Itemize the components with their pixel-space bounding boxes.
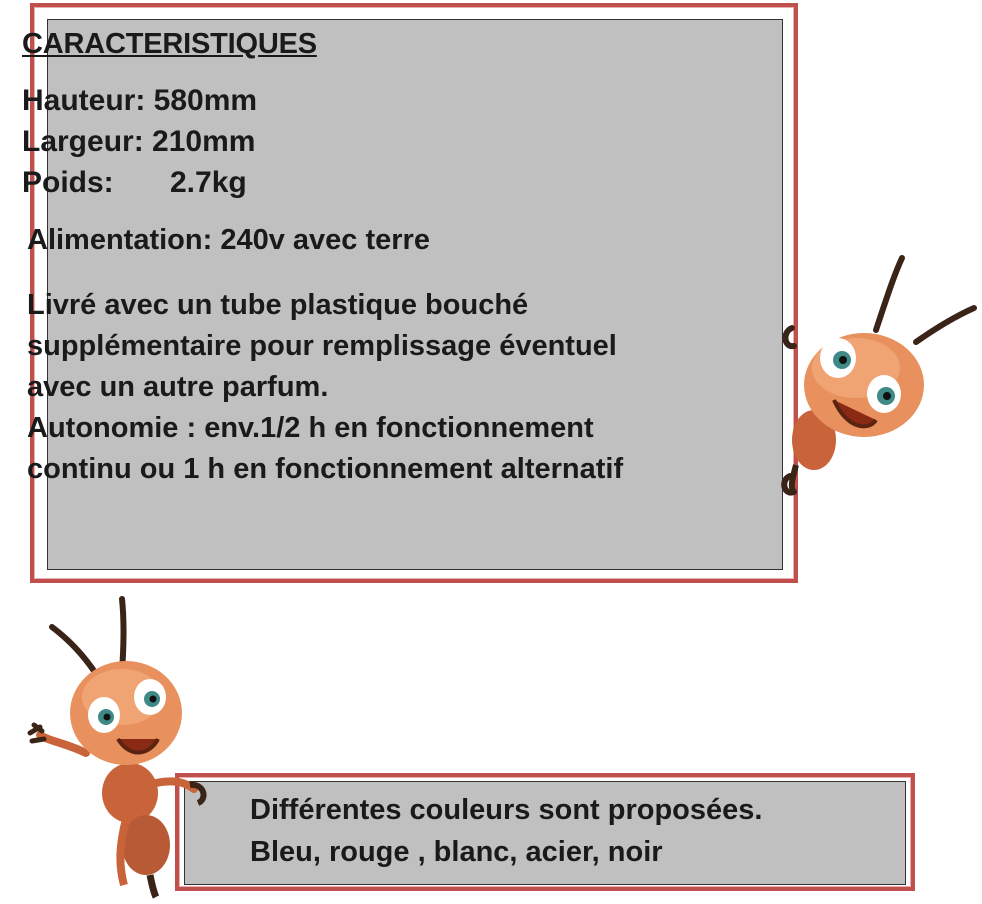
spec-largeur <box>22 125 255 159</box>
spec-hauteur <box>22 84 257 118</box>
colors-text <box>250 789 762 873</box>
spec-hauteur-value: 580mm <box>145 84 258 117</box>
ant-mascot-peeking-illustration <box>776 250 982 500</box>
colors-line: Bleu, rouge , blanc, acier, noir <box>250 836 663 868</box>
spec-hauteur-label: Hauteur: <box>22 84 146 117</box>
spec-line: avec un autre parfum. <box>27 371 329 403</box>
ant-mascot-waving-illustration <box>26 593 216 899</box>
spec-poids <box>22 166 247 200</box>
colors-line: Différentes couleurs sont proposées. <box>250 794 763 826</box>
specs-title: CARACTERISTIQUES <box>22 28 317 60</box>
spec-largeur-value: 210mm <box>143 125 256 158</box>
spec-poids-value: 2.7kg <box>170 166 247 199</box>
spec-line: continu ou 1 h en fonctionnement alternatif <box>27 453 624 485</box>
spec-line: Autonomie : env.1/2 h en fonctionnement <box>27 412 594 444</box>
spec-line: Livré avec un tube plastique bouché <box>27 289 529 321</box>
spec-poids-label: Poids: <box>22 166 114 199</box>
spec-alimentation: Alimentation: 240v avec terre <box>27 224 430 256</box>
spec-largeur-label: Largeur: <box>22 125 144 158</box>
spec-line: supplémentaire pour remplissage éventuel <box>27 330 617 362</box>
spec-description <box>27 285 623 490</box>
